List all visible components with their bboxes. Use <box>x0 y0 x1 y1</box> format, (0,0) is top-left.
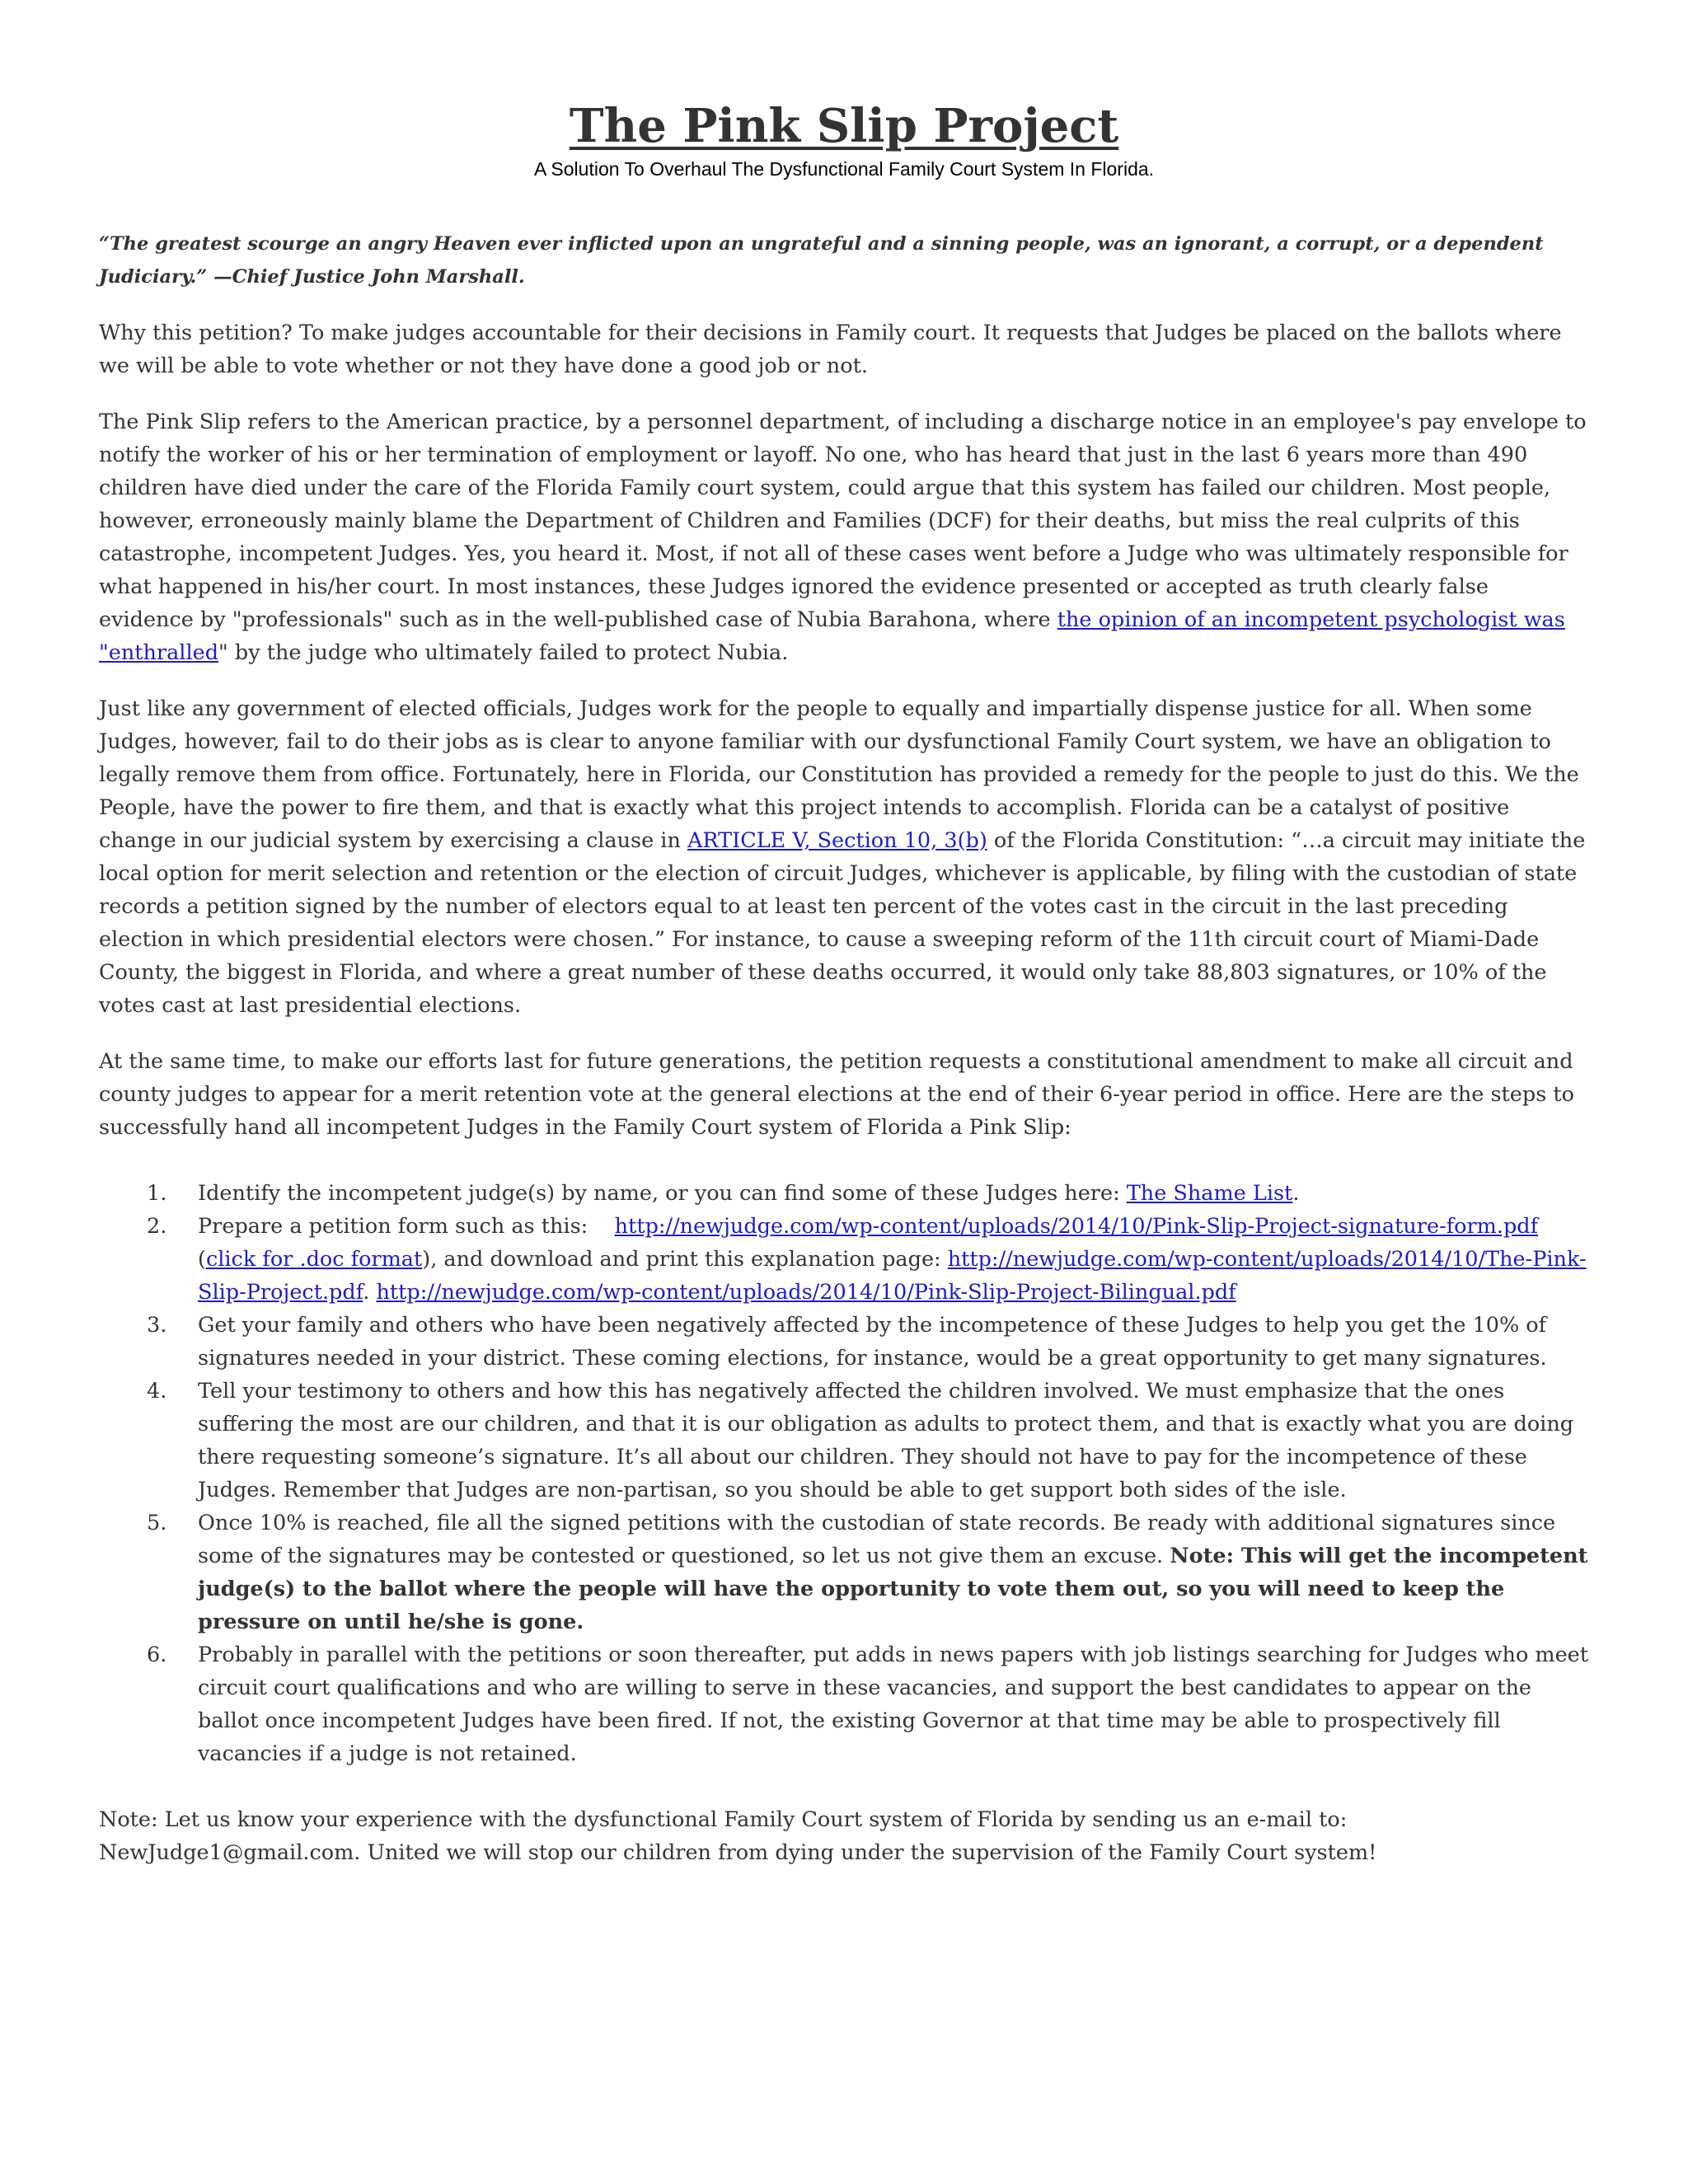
document-page <box>99 97 1589 1869</box>
signature-form-pdf-link[interactable]: http://newjudge.com/wp-content/uploads/2014/10/Pink-Slip-Project-signature-form.pdf <box>614 1214 1539 1239</box>
step-bold-note: Note: This will get the incompetent judge(s) to the ballot where the people will have the opportunity to vote them out, so you will need to keep the pressure on until he/she is gone. <box>198 1544 1588 1634</box>
step-text: Tell your testimony to others and how this has negatively affected the children involved. We must emphasize that the ones suffering the most are our children, and that it is our obligation as adults to protect them, and that is exactly what you are doing there requesting someone’s signature. It’s all about our children. They should not have to pay for the incompetence of these Judges. Remember that Judges are non-partisan, so you should be able to get support both sides of the isle. <box>198 1379 1574 1502</box>
step-text: Once 10% is reached, file all the signed petitions with the custodian of state records. Be ready with additional signatures since some of the signatures may be contested or questioned, so let us not give them an excuse. <box>198 1511 1556 1568</box>
step-2 <box>147 1210 1589 1309</box>
step-text: Get your family and others who have been negatively affected by the incompetence of these Judges to help you get the 10% of signatures needed in your district. These coming elections, for instance, would be a great opportunity to get many signatures. <box>198 1313 1547 1371</box>
page-title: The Pink Slip Project <box>569 99 1119 153</box>
step-number: 2. <box>147 1214 167 1239</box>
marshall-quote: “The greatest scourge an angry Heaven ever inflicted upon an ungrateful and a sinning people, was an ignorant, a corrupt, or a dependent Judiciary.” —Chief Justice John Marshall. <box>99 233 1544 288</box>
step-text: ), and download and print this explanation page: <box>422 1247 948 1272</box>
step-text: ( <box>198 1247 206 1272</box>
step-1 <box>147 1177 1589 1210</box>
article-v-link[interactable]: ARTICLE V, Section 10, 3(b) <box>687 828 987 853</box>
step-number: 1. <box>147 1181 167 1206</box>
closing-note: Note: Let us know your experience with the dysfunctional Family Court system of Florida by sending us an e-mail to: NewJudge1@gmail.com. United we will stop our children from dying under the supervision of the Family Court system! <box>99 1807 1377 1865</box>
paragraph-text: The Pink Slip refers to the American practice, by a personnel department, of including a discharge notice in an employee's pay envelope to notify the worker of his or her termination of employment or layoff. No one, who has heard that just in the last 6 years more than 490 children have died under the care of the Florida Family court system, could argue that this system has failed our children. Most people, however, erroneously mainly blame the Department of Children and Families (DCF) for their deaths, but miss the real culprits of this catastrophe, incompetent Judges. Yes, you heard it. Most, if not all of these cases went before a Judge who was ultimately responsible for what happened in his/her court. In most instances, these Judges ignored the evidence presented or accepted as truth clearly false evidence by "professionals" such as in the well-published case of Nubia Barahona, where <box>99 410 1587 632</box>
paragraph-pink-slip <box>99 405 1589 669</box>
psychologist-opinion-link[interactable]: the opinion of an incompetent psychologist was "enthralled <box>99 607 1565 665</box>
step-text: . <box>1292 1181 1300 1206</box>
step-3 <box>147 1309 1589 1375</box>
step-6 <box>147 1638 1589 1770</box>
steps-list <box>99 1177 1589 1770</box>
paragraph-constitution <box>99 692 1589 1022</box>
shame-list-link[interactable]: The Shame List <box>1126 1181 1293 1206</box>
explanation-page-pdf-link[interactable]: http://newjudge.com/wp-content/uploads/2014/10/The-Pink-Slip-Project.pdf <box>198 1247 1587 1305</box>
doc-format-link[interactable]: click for .doc format <box>205 1247 423 1272</box>
paragraph-why-petition: Why this petition? To make judges accountable for their decisions in Family court. It requests that Judges be placed on the ballots where we will be able to vote whether or not they have done a good job or not. <box>99 321 1562 378</box>
step-text: Identify the incompetent judge(s) by name, or you can find some of these Judges here: <box>198 1181 1127 1206</box>
step-number: 4. <box>147 1379 167 1404</box>
step-number: 5. <box>147 1511 167 1535</box>
paragraph-text: of the Florida Constitution: “…a circuit may initiate the local option for merit selection and retention or the election of circuit Judges, whichever is applicable, by filing with the custodian of state records a petition signed by the number of electors equal to at least ten percent of the votes cast in the circuit in the last preceding election in which presidential electors were chosen.” For instance, to cause a sweeping reform of the 11th circuit court of Miami-Dade County, the biggest in Florida, and where a great number of these deaths occurred, it would only take 88,803 signatures, or 10% of the votes cast at last presidential elections. <box>99 828 1586 1018</box>
step-text: Prepare a petition form such as this: <box>198 1214 615 1239</box>
paragraph-text: " by the judge who ultimately failed to protect Nubia. <box>218 640 789 665</box>
step-text: Probably in parallel with the petitions or soon thereafter, put adds in news papers with job listings searching for Judges who meet circuit court qualifications and who are willing to serve in these vacancies, and support the best candidates to appear on the ballot once incompetent Judges have been fired. If not, the existing Governor at that time may be able to prospectively fill vacancies if a judge is not retained. <box>198 1643 1589 1766</box>
step-5 <box>147 1507 1589 1638</box>
step-number: 3. <box>147 1313 167 1338</box>
step-number: 6. <box>147 1643 167 1667</box>
step-text: . <box>363 1280 377 1305</box>
paragraph-text: Just like any government of elected officials, Judges work for the people to equally and impartially dispense justice for all. When some Judges, however, fail to do their jobs as is clear to anyone familiar with our dysfunctional Family Court system, we have an obligation to legally remove them from office. Fortunately, here in Florida, our Constitution has provided a remedy for the people to just do this. We the People, have the power to fire them, and that is exactly what this project intends to accomplish. Florida can be a catalyst of positive change in our judicial system by exercising a clause in <box>99 696 1579 853</box>
bilingual-pdf-link[interactable]: http://newjudge.com/wp-content/uploads/2014/10/Pink-Slip-Project-Bilingual.pdf <box>376 1280 1236 1305</box>
page-subtitle: A Solution To Overhaul The Dysfunctional Family Court System In Florida. <box>533 158 1155 180</box>
paragraph-amendment: At the same time, to make our efforts last for future generations, the petition requests a constitutional amendment to make all circuit and county judges to appear for a merit retention vote at the general elections at the end of their 6-year period in office. Here are the steps to successfully hand all incompetent Judges in the Family Court system of Florida a Pink Slip: <box>99 1049 1574 1140</box>
step-4 <box>147 1375 1589 1507</box>
